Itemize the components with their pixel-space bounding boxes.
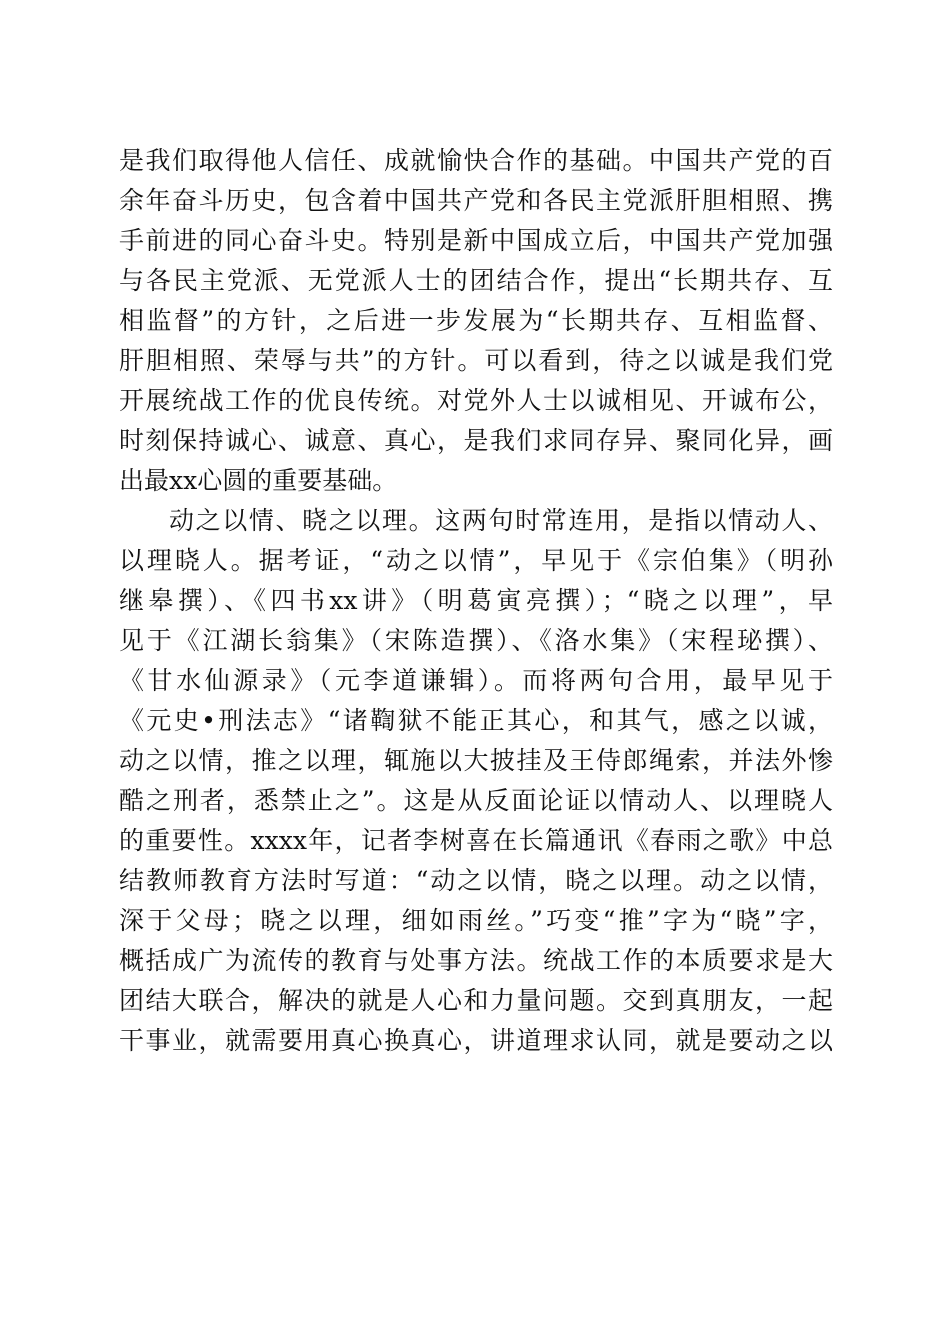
- paragraph-1-line-1: 是我们取得他人信任、成就愉快合作的基础。中国共产党的百: [119, 146, 833, 175]
- paragraph-1-line-9: 出最xx心圆的重要基础。: [119, 466, 398, 495]
- paragraph-2-line-5: 《甘水仙源录》（元李道谦辑）。而将两句合用，最早见于: [119, 666, 833, 695]
- paragraph-2-line-9: 的重要性。xxxx年，记者李树喜在长篇通讯《春雨之歌》中总: [119, 826, 833, 855]
- paragraph-2-line-10: 结教师教育方法时写道：“动之以情，晓之以理。动之以情，: [119, 866, 833, 895]
- paragraph-1-line-7: 开展统战工作的优良传统。对党外人士以诚相见、开诚布公，: [119, 386, 833, 415]
- paragraph-1-line-8: 时刻保持诚心、诚意、真心，是我们求同存异、聚同化异，画: [119, 426, 833, 455]
- paragraph-2-line-2: 以理晓人。据考证，“动之以情”，早见于《宗伯集》（明孙: [119, 546, 833, 575]
- body-text: [119, 141, 833, 1061]
- paragraph-2-line-4: 见于《江湖长翁集》（宋陈造撰）、《洛水集》（宋程珌撰）、: [119, 626, 833, 655]
- paragraph-2-line-13: 团结大联合，解决的就是人心和力量问题。交到真朋友，一起: [119, 986, 833, 1015]
- paragraph-2: [119, 501, 833, 1061]
- paragraph-2-line-14: 干事业，就需要用真心换真心，讲道理求认同，就是要动之以: [119, 1026, 833, 1055]
- paragraph-2-line-1: 动之以情、晓之以理。这两句时常连用，是指以情动人、: [169, 506, 833, 535]
- paragraph-1-line-4: 与各民主党派、无党派人士的团结合作，提出“长期共存、互: [119, 266, 833, 295]
- paragraph-2-line-8: 酷之刑者，悉禁止之”。这是从反面论证以情动人、以理晓人: [119, 786, 833, 815]
- paragraph-2-line-11: 深于父母；晓之以理，细如雨丝。”巧变“推”字为“晓”字，: [119, 906, 833, 935]
- paragraph-1: [119, 141, 833, 501]
- paragraph-1-line-5: 相监督”的方针，之后进一步发展为“长期共存、互相监督、: [119, 306, 833, 335]
- paragraph-2-line-6: 《元史•刑法志》“诸鞫狱不能正其心，和其气，感之以诚，: [119, 706, 833, 735]
- paragraph-2-line-7: 动之以情，推之以理，辄施以大披挂及王侍郎绳索，并法外惨: [119, 746, 833, 775]
- paragraph-1-line-3: 手前进的同心奋斗史。特别是新中国成立后，中国共产党加强: [119, 226, 833, 255]
- paragraph-1-line-2: 余年奋斗历史，包含着中国共产党和各民主党派肝胆相照、携: [119, 186, 833, 215]
- paragraph-2-line-12: 概括成广为流传的教育与处事方法。统战工作的本质要求是大: [119, 946, 833, 975]
- paragraph-1-line-6: 肝胆相照、荣辱与共”的方针。可以看到，待之以诚是我们党: [119, 346, 833, 375]
- paragraph-2-line-3: 继皋撰）、《四书xx讲》（明葛寅亮撰）；“晓之以理”，早: [119, 586, 833, 615]
